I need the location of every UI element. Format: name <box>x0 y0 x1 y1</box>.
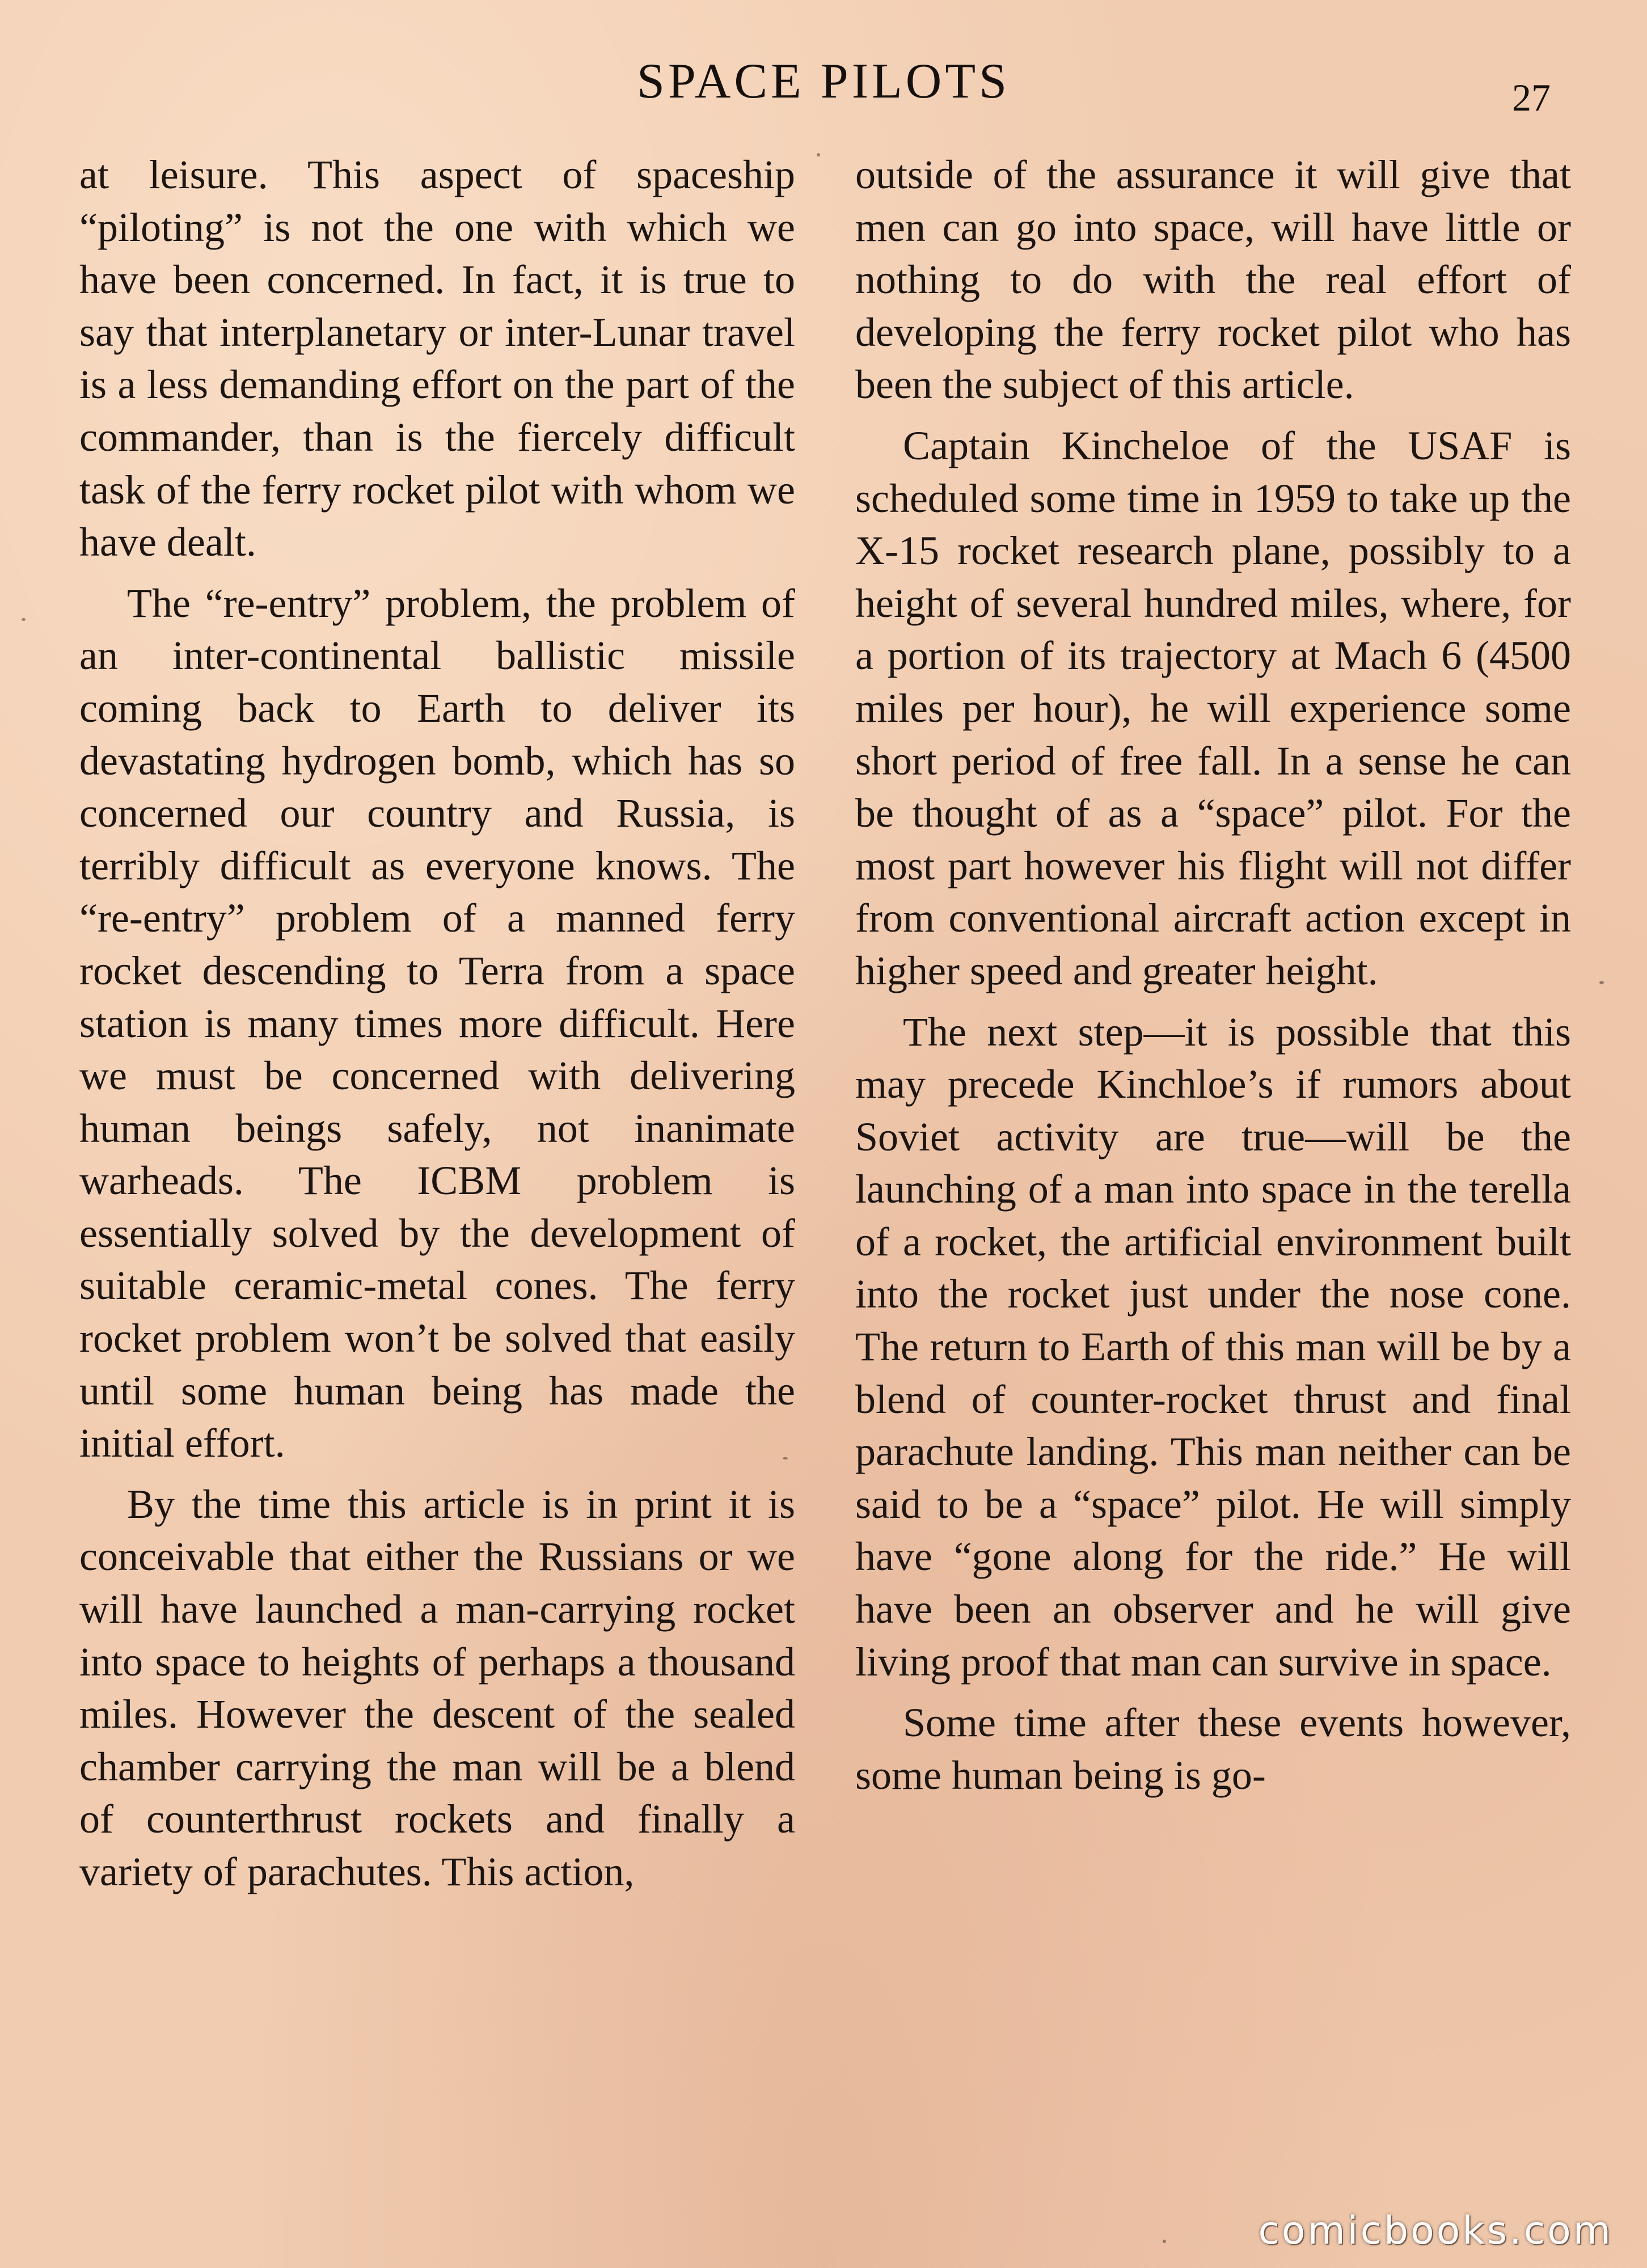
paper-speck <box>783 1457 788 1459</box>
paragraph: Some time after these events however, some human being is go- <box>855 1700 1571 1798</box>
paper-speck <box>1599 981 1604 984</box>
paragraph: at leisure. This aspect of spaceship “piloting” is not the one with which we have been concerned. In fact, it is true to say that interplanetary or inter-Lunar travel is a less demanding effort on the part of the commander, than is the fiercely difficult task of the ferry rocket pilot with whom we have dealt. <box>79 152 795 565</box>
paragraph: outside of the assurance it will give that men can go into space, will have little or nothing to do with the real effort of developing the ferry rocket pilot who has been the subject of this article. <box>855 152 1571 408</box>
paper-speck <box>22 618 26 621</box>
paragraph: The “re-entry” problem, the problem of an inter-continental ballistic missile coming back to Earth to deliver its devastating hydrogen bomb, which has so concerned our country and Russia, is terribly difficult as everyone knows. The “re-entry” problem of a manned ferry rocket descending to Terra from a space station is many times more difficult. Here we must be concerned with delivering human beings safely, not inanimate warheads. The ICBM problem is essentially solved by the development of suitable ceramic-metal cones. The ferry rocket problem won’t be solved that easily until some human being has made the initial effort. <box>79 580 795 1466</box>
running-title: SPACE PILOTS <box>636 54 1011 109</box>
paragraph: Captain Kincheloe of the USAF is scheduled some time in 1959 to take up the X-15 rocket research plane, possibly to a height of several hundred miles, where, for a portion of its trajectory at Mach 6 (4500 miles per hour), he will experience some short period of free fall. In a sense he can be thought of as a “space” pilot. For the most part however his flight will not differ from conventional aircraft action except in higher speed and greater height. <box>855 422 1571 993</box>
paper-speck <box>1163 2240 1166 2243</box>
watermark: comicbooks.com <box>1258 2208 1613 2253</box>
left-column <box>79 149 795 1898</box>
paragraph: By the time this article is in print it is conceivable that either the Russians or we will have launched a man-carrying rocket into space to heights of perhaps a thousand miles. However the descent of the sealed chamber carrying the man will be a blend of counterthrust rockets and finally a variety of parachutes. This action, <box>79 1481 795 1894</box>
right-column <box>855 149 1571 1801</box>
page-number: 27 <box>1512 76 1551 119</box>
paper-speck <box>817 153 820 156</box>
paragraph: The next step—it is possible that this may precede Kinchloe’s if rumors about Soviet activity are true—will be the launching of a man into space in the terella of a rocket, the artificial environment built into the rocket just under the nose cone. The return to Earth of this man will be by a blend of counter-rocket thrust and final parachute landing. This man neither can be said to be a “space” pilot. He will simply have “gone along for the ride.” He will have been an observer and he will give living proof that man can survive in space. <box>855 1009 1571 1685</box>
